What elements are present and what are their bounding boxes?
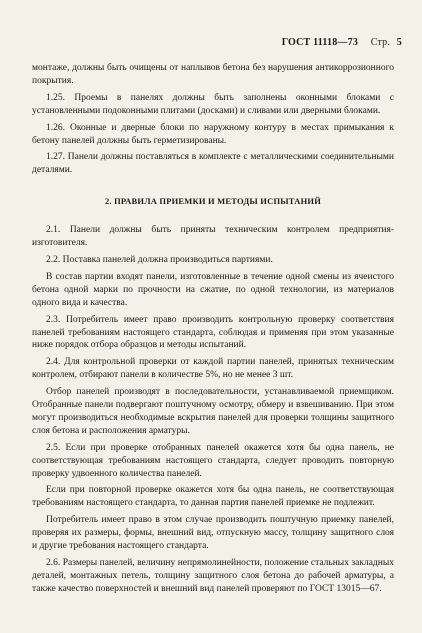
paragraph: монтаже, должны быть очищены от наплывов бетона без нарушения антикоррозионного покрытия. [32, 63, 394, 86]
section-title: 2. ПРАВИЛА ПРИЕМКИ И МЕТОДЫ ИСПЫТАНИЙ [104, 196, 322, 207]
paragraph: 2.5. Если при проверке отобранных панелей окажется хотя бы одна панель, не соответствующая требованиям настоящего стандарта, следует проводить повторную проверку удвоенного количества панелей. [32, 442, 394, 479]
paragraph: 1.27. Панели должны поставляться в комплекте с металлическими соединительными деталями. [32, 152, 394, 176]
page-label: Стр. [370, 37, 391, 48]
paragraph: 2.2. Поставка панелей должна производиться партиями. [46, 254, 273, 265]
page-number: 5 [396, 37, 402, 48]
paragraph: 2.1. Панели должны быть приняты техническим контролем предприятия-изготовителя. [32, 225, 394, 249]
page-header [282, 37, 402, 48]
paragraph: Отбор панелей производят в последовательности, устанавливаемой приемщиком. Отобранные панели подвергают поштучному осмотру, обмеру и взвешиванию. При этом могут производиться необходимые вскрытия панелей для проверки толщины защитного слоя бетона и расположения арматуры. [32, 387, 394, 436]
paragraph: 2.6. Размеры панелей, величину непрямолинейности, положение стальных закладных деталей, монтажных петель, толщину защитного слоя бетона до рабочей арматуры, а также качество поверхностей и внешний вид панелей проверяют по ГОСТ 13015—67. [32, 558, 394, 594]
paragraph: Потребитель имеет право в этом случае производить поштучную приемку панелей, проверяя их размеры, формы, внешний вид, отпускную массу, толщину защитного слоя и другие требования настоящего стандарта. [32, 515, 394, 552]
standard-code: ГОСТ 11118—73 [281, 37, 359, 48]
paragraphs-group-bottom [32, 224, 394, 596]
document-body [32, 62, 394, 600]
paragraph: 2.3. Потребитель имеет право производить контрольную проверку соответствия панелей требованиям настоящего стандарта, соблюдая и применяя при этом указанные ниже порядок отбора образцов и методы испытаний. [32, 314, 394, 351]
paragraph: В состав партии входят панели, изготовленные в течение одной смены из ячеистого бетона одной марки по прочности на сжатие, по одной технологии, из материалов одного вида и качества. [32, 271, 394, 308]
paragraph: 1.25. Проемы в панелях должны быть заполнены оконными блоками с установленными подоконными плитами (досками) и сливами или дверными блоками. [32, 92, 394, 116]
paragraph: Если при повторной проверке окажется хотя бы одна панель, не соответствующая требованиям настоящего стандарта, то данная партия панелей приемке не подлежит. [32, 485, 394, 509]
paragraphs-group-top [32, 62, 394, 177]
paragraph: 2.4. Для контрольной проверки от каждой партии панелей, принятых техническим контролем, отбирают панели в количестве 5%, но не менее 3 шт. [32, 357, 394, 381]
paragraph: 1.26. Оконные и дверные блоки по наружному контуру в местах примыкания к бетону панелей должны быть герметизированы. [32, 122, 394, 146]
